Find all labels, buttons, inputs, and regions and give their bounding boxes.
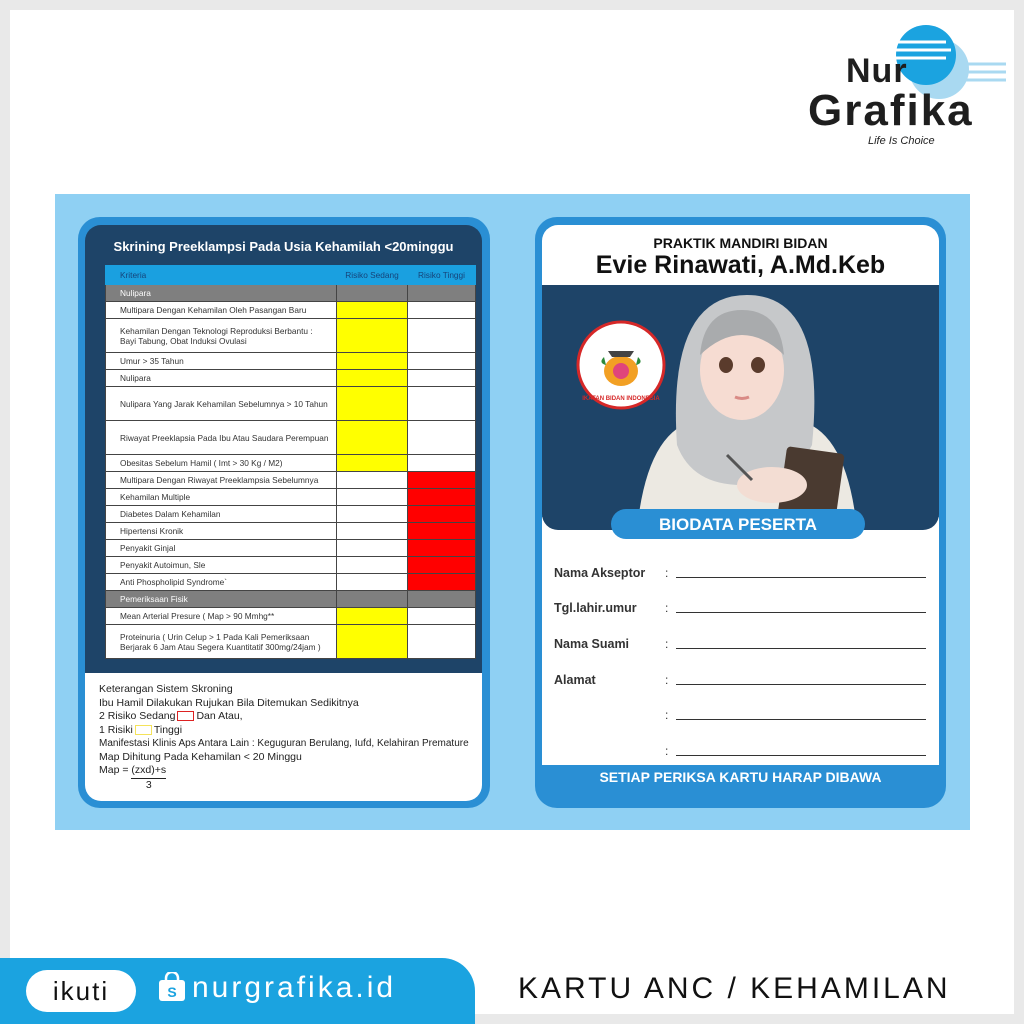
table-row [106,472,476,489]
notes-line: Map Dihitung Pada Kehamilan < 20 Minggu [99,750,302,763]
shop-link[interactable]: nurgrafika.id [192,971,397,1004]
table-row [106,319,476,353]
red-box-icon [177,711,194,721]
risk-medium-cell [337,472,408,489]
table-header [106,266,476,285]
risk-medium-cell [337,421,408,455]
risk-medium-cell [337,370,408,387]
risk-high-cell [408,608,476,625]
svg-text:S: S [167,984,177,1000]
map-label: Map = [99,764,129,776]
criteria-cell: Hipertensi Kronik [106,523,337,540]
risk-high-cell [408,302,476,319]
criteria-cell: Multipara Dengan Kehamilan Oleh Pasangan Baru [106,302,337,319]
criteria-cell: Proteinuria ( Urin Celup > 1 Pada Kali Pemeriksaan Berjarak 6 Jam Atau Segera Kuantitatif 300mg/24jam ) [106,625,337,659]
notes-line: Manifestasi Klinis Aps Antara Lain : Keguguran Berulang, Iufd, Kelahiran Premature [99,738,469,749]
risk-medium-cell [337,557,408,574]
colon: : [665,566,669,580]
notes-text: Tinggi [153,723,183,736]
criteria-cell: Nulipara [106,370,337,387]
risk-high-cell [408,421,476,455]
risk-medium-cell [337,574,408,591]
colon: : [665,637,669,651]
brand-logo [806,22,1006,150]
notes-line [99,724,468,738]
screening-card [78,217,490,808]
screening-notes [85,673,482,801]
risk-medium-cell [337,608,408,625]
table-row [106,523,476,540]
table-row [106,506,476,523]
logo-line2: Grafika [808,86,974,135]
field-label: Nama Akseptor [554,566,646,580]
midwife-name: Evie Rinawati, A.Md.Keb [595,251,886,279]
criteria-cell: Penyakit Autoimun, Sle [106,557,337,574]
colon: : [665,708,669,722]
table-row [106,608,476,625]
table-row [106,302,476,319]
table-row [106,353,476,370]
table-row [106,625,476,659]
table-row [106,557,476,574]
table-row [106,574,476,591]
risk-high-cell [408,506,476,523]
risk-high-cell [408,455,476,472]
map-formula [99,764,468,792]
address-field[interactable] [676,671,926,685]
notes-line [99,710,468,724]
risk-medium-cell [337,506,408,523]
table-row [106,285,476,302]
risk-high-cell [408,472,476,489]
risk-medium-cell [337,523,408,540]
akseptor-field[interactable] [676,564,926,578]
criteria-cell: Kehamilan Multiple [106,489,337,506]
follow-banner [0,958,475,1024]
logo-tagline: Life Is Choice [868,135,935,147]
logo-line1: Nur [846,52,908,90]
criteria-cell: Riwayat Preeklapsia Pada Ibu Atau Saudara Perempuan [106,421,337,455]
risk-medium-cell [337,489,408,506]
risk-medium-cell [337,625,408,659]
risk-high-cell [408,540,476,557]
notes-text: 2 Risiko Sedang [99,710,176,722]
field-label: Tgl.lahir.umur [554,601,637,615]
criteria-cell: Multipara Dengan Riwayat Preeklampsia Sebelumnya [106,472,337,489]
criteria-cell: Pemeriksaan Fisik [106,591,337,608]
screening-title: Skrining Preeklampsi Pada Usia Kehamilah <20minggu [113,239,454,254]
field-label: Nama Suami [554,637,630,651]
follow-badge: ikuti [26,970,136,1012]
table-row [106,421,476,455]
yellow-box-icon [135,725,152,735]
midwife-illustration [542,285,939,530]
risk-medium-cell [337,319,408,353]
notes-line: Ibu Hamil Dilakukan Rujukan Bila Ditemukan Sedikitnya [99,696,359,709]
notes-text: Dan Atau, [196,710,243,722]
map-denominator: 3 [145,778,152,791]
criteria-cell: Nulipara [106,285,337,302]
table-row [106,489,476,506]
colon: : [665,601,669,615]
col-header: Risiko Sedang [337,266,408,285]
ibi-seal-icon [578,322,664,408]
col-header: Kriteria [106,266,337,285]
risk-high-cell [408,523,476,540]
risk-high-cell [408,387,476,421]
criteria-cell: Mean Arterial Presure ( Map > 90 Mmhg** [106,608,337,625]
product-title: KARTU ANC / KEHAMILAN [518,972,951,1005]
risk-high-cell [408,353,476,370]
risk-high-cell [408,319,476,353]
table-row [106,455,476,472]
card-footer: SETIAP PERIKSA KARTU HARAP DIBAWA [599,769,882,785]
criteria-cell: Penyakit Ginjal [106,540,337,557]
screening-table [105,265,476,659]
table-row [106,370,476,387]
notes-heading: Keterangan Sistem Skroning [99,683,233,695]
risk-high-cell [408,489,476,506]
risk-medium-cell [337,540,408,557]
criteria-cell: Nulipara Yang Jarak Kehamilan Sebelumnya > 10 Tahun [106,387,337,421]
risk-medium-cell [337,387,408,421]
risk-high-cell [408,591,476,608]
risk-medium-cell [337,353,408,370]
risk-high-cell [408,574,476,591]
criteria-cell: Umur > 35 Tahun [106,353,337,370]
practice-subtitle: PRAKTIK MANDIRI BIDAN [653,235,828,251]
table-row [106,387,476,421]
colon: : [665,744,669,758]
map-numerator: (zxd)+s [131,764,166,779]
screening-panel [85,225,482,673]
risk-medium-cell [337,285,408,302]
risk-high-cell [408,285,476,302]
risk-medium-cell [337,591,408,608]
col-header: Risiko Tinggi [408,266,476,285]
risk-high-cell [408,557,476,574]
photo-panel [542,285,939,530]
risk-medium-cell [337,455,408,472]
criteria-cell: Obesitas Sebelum Hamil ( Imt > 30 Kg / M2) [106,455,337,472]
criteria-cell: Diabetes Dalam Kehamilan [106,506,337,523]
criteria-cell: Kehamilan Dengan Teknologi Reproduksi Berbantu : Bayi Tabung, Obat Induksi Ovulasi [106,319,337,353]
field-label: Alamat [554,673,596,687]
address-field-3[interactable] [676,742,926,756]
section-title: BIODATA PESERTA [611,509,865,539]
husband-field[interactable] [676,635,926,649]
table-row [106,591,476,608]
address-field-2[interactable] [676,706,926,720]
biodata-card [535,217,946,808]
birthdate-field[interactable] [676,599,926,613]
risk-high-cell [408,625,476,659]
shopping-bag-icon [158,972,186,1002]
risk-medium-cell [337,302,408,319]
colon: : [665,673,669,687]
criteria-cell: Anti Phospholipid Syndrome` [106,574,337,591]
card-header [542,225,939,285]
table-row [106,540,476,557]
svg-text:IKATAN BIDAN INDONESIA: IKATAN BIDAN INDONESIA [582,396,660,402]
risk-high-cell [408,370,476,387]
notes-text: 1 Risiki [99,723,133,736]
